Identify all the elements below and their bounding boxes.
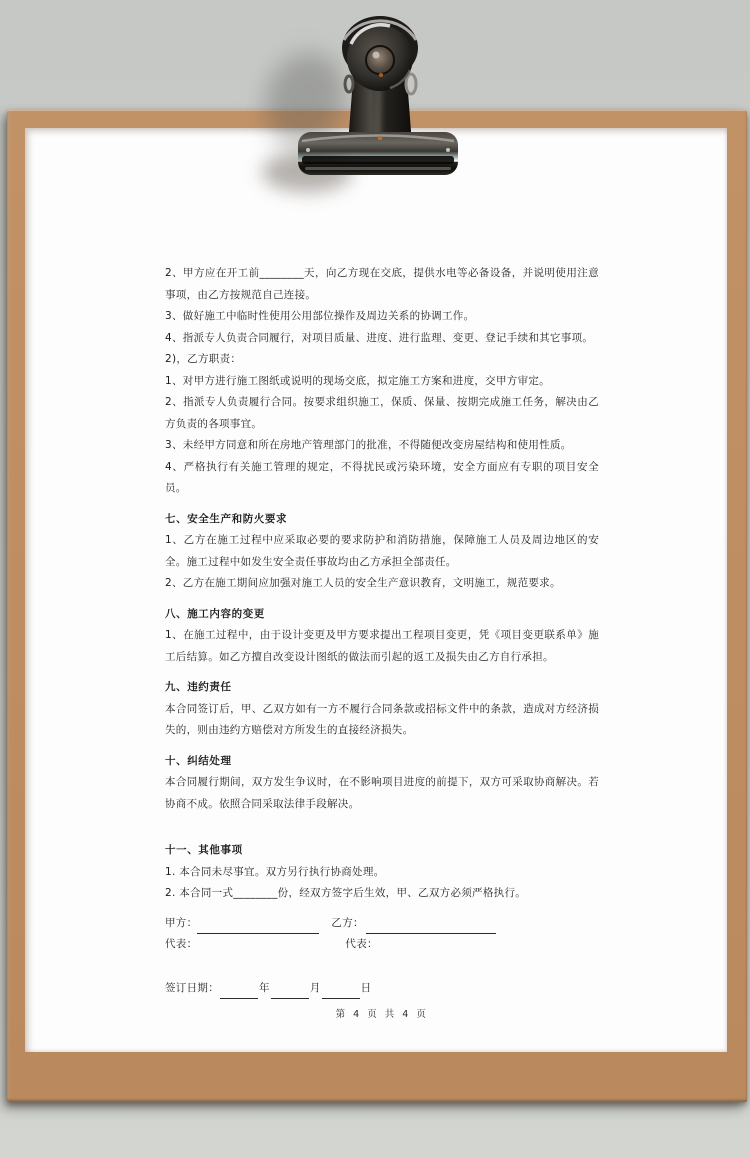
contract-clause: 4、严格执行有关施工管理的规定，不得扰民或污染环境，安全方面应有专职的项目安全员。 [165,460,599,494]
year-blank-line [220,985,258,999]
party-a-signature-line [197,920,319,934]
contract-clause: 2. 本合同一式________份，经双方签字后生效，甲、乙双方必须严格执行。 [165,887,527,899]
contract-clause: 1、在施工过程中，由于设计变更及甲方要求提出工程项目变更，凭《项目变更联系单》施工后结算。如乙方擅自改变设计图纸的做法而引起的返工及损失由乙方自行承担。 [165,629,599,663]
rep-b-label: 代表： [345,938,378,950]
binder-clip [278,4,478,194]
section-title-changes: 八、施工内容的变更 [165,607,265,620]
contract-clause: 4、指派专人负责合同履行，对项目质量、进度、进行监理、变更、登记手续和其它事项。 [165,331,594,344]
contract-clause: 3、未经甲方同意和所在房地产管理部门的批准，不得随便改变房屋结构和使用性质。 [165,439,572,451]
section-title-disputes: 十、纠结处理 [165,754,232,767]
signing-date-label: 签订日期： [165,981,219,994]
contract-body [165,263,599,1026]
contract-clause: 1、对甲方进行施工图纸或说明的现场交底，拟定施工方案和进度，交甲方审定。 [165,374,550,387]
contract-clause: 1、乙方在施工过程中应采取必要的要求防护和消防措施，保障施工人员及周边地区的安全。施工过程中如发生安全责任事故均由乙方承担全部责任。 [165,534,599,568]
contract-clause: 2、甲方应在开工前________天，向乙方现在交底，提供水电等必备设备，并说明使用注意事项，由乙方按规范自己连接。 [165,267,599,301]
contract-clause: 2、指派专人负责履行合同。按要求组织施工，保质、保量、按期完成施工任务，解决由乙方负责的各项事宜。 [165,396,599,430]
contract-clause: 本合同履行期间，双方发生争议时，在不影响项目进度的前提下，双方可采取协商解决。若协商不成。依照合同采取法律手段解决。 [165,776,599,810]
rep-a-label: 代表： [165,938,198,950]
section-title-misc: 十一、其他事项 [165,844,243,856]
year-suffix: 年 [259,981,270,994]
page-number-footer: 第 4 页 共 4 页 [335,1009,429,1020]
signature-parties-row [165,913,599,935]
contract-clause: 2)，乙方职责： [165,353,242,365]
signature-date-row [165,978,599,1000]
day-blank-line [322,985,360,999]
contract-clause: 2、乙方在施工期间应加强对施工人员的安全生产意识教育，文明施工，规范要求。 [165,577,561,589]
contract-clause: 3、做好施工中临时性使用公用部位操作及周边关系的协调工作。 [165,310,475,322]
contract-page [25,128,727,1052]
section-title-safety: 七、安全生产和防火要求 [165,512,288,525]
month-suffix: 月 [309,981,321,994]
party-b-label: 乙方： [331,916,364,929]
party-b-signature-line [366,920,496,934]
contract-clause: 1. 本合同未尽事宜。双方另行执行协商处理。 [165,865,385,878]
section-title-breach: 九、违约责任 [165,681,232,693]
day-suffix: 日 [360,981,372,994]
month-blank-line [271,985,309,999]
contract-clause: 本合同签订后，甲、乙双方如有一方不履行合同条款或招标文件中的条款，造成对方经济损失的，则由违约方赔偿对方所发生的直接经济损失。 [165,702,599,736]
signature-reps-row [165,934,599,956]
party-a-label: 甲方： [165,916,198,929]
